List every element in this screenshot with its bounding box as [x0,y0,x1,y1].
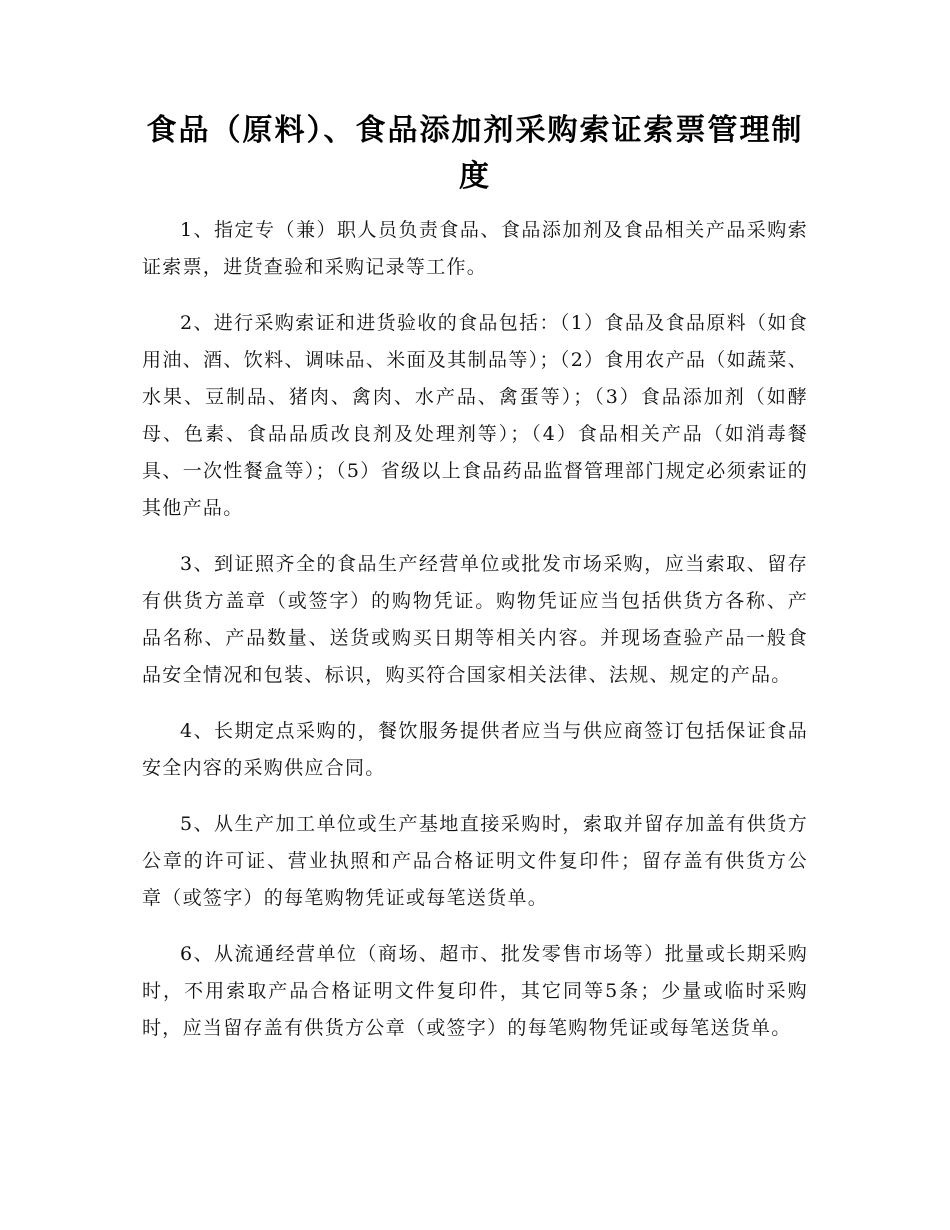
document-title: 食品（原料）、食品添加剂采购索证索票管理制度 [146,113,804,194]
paragraph-4: 4、长期定点采购的，餐饮服务提供者应当与供应商签订包括保证食品安全内容的采购供应合同。 [142,720,808,779]
paragraph-3: 3、到证照齐全的食品生产经营单位或批发市场采购，应当索取、留存有供货方盖章（或签字）的购物凭证。购物凭证应当包括供货方各称、产品名称、产品数量、送货或购买日期等相关内容。并现场查验产品一般食品安全情况和包装、标识，购买符合国家相关法律、法规、规定的产品。 [142,553,808,686]
paragraph-5: 5、从生产加工单位或生产基地直接采购时，索取并留存加盖有供货方公章的许可证、营业执照和产品合格证明文件复印件；留存盖有供货方公章（或签字）的每笔购物凭证或每笔送货单。 [142,813,808,909]
paragraph-1: 1、指定专（兼）职人员负责食品、食品添加剂及食品相关产品采购索证索票，进货查验和采购记录等工作。 [142,219,808,278]
paragraph-2: 2、进行采购索证和进货验收的食品包括：（1）食品及食品原料（如食用油、酒、饮料、调味品、米面及其制品等）；（2）食用农产品（如蔬菜、水果、豆制品、猪肉、禽肉、水产品、禽蛋等）；（3）食品添加剂（如酵母、色素、食品品质改良剂及处理剂等）；（4）食品相关产品（如消毒餐具、一次性餐盒等）；（5）省级以上食品药品监督管理部门规定必须索证的其他产品。 [142,312,808,519]
paragraph-6: 6、从流通经营单位（商场、超市、批发零售市场等）批量或长期采购时，不用索取产品合格证明文件复印件，其它同等5条；少量或临时采购时，应当留存盖有供货方公章（或签字）的每笔购物凭证或每笔送货单。 [142,943,808,1039]
